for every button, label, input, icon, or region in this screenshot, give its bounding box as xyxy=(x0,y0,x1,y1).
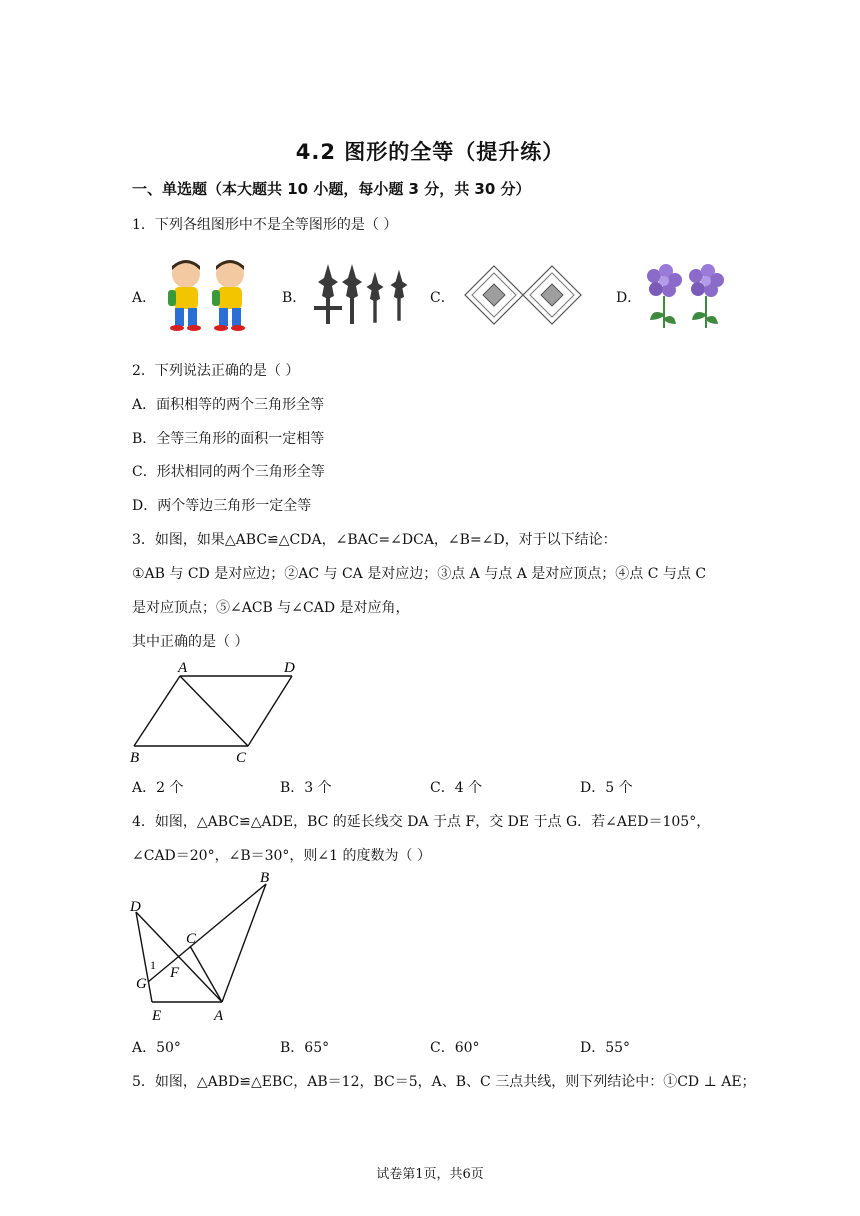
section-heading: 一、单选题（本大题共 10 小题，每小题 3 分，共 30 分） xyxy=(132,180,531,198)
q1-option-a-label: A． xyxy=(132,290,157,306)
segment-ac xyxy=(180,676,248,746)
boy-icon-1 xyxy=(168,260,201,331)
q4-option-b[interactable]: B．65° xyxy=(280,1040,330,1056)
q2-option-c[interactable]: C．形状相同的两个三角形全等 xyxy=(132,464,325,480)
q1-option-b-label: B． xyxy=(282,290,307,306)
q3-stem: 3．如图，如果△ABC≌△CDA，∠BAC=∠DCA，∠B=∠D，对于以下结论： xyxy=(132,532,617,548)
label-d: D xyxy=(284,660,295,676)
q1-option-c-image-diamonds[interactable] xyxy=(464,264,584,326)
label-a: A xyxy=(214,1008,224,1024)
q1-option-a-image-boys[interactable] xyxy=(162,254,254,334)
page-footer: 试卷第1页，共6页 xyxy=(376,1167,484,1182)
q3-line2: ①AB 与 CD 是对应边；②AC 与 CA 是对应边；③点 A 与点 A 是对应顶点；④点 C 与点 C xyxy=(132,566,707,582)
boy-icon-2 xyxy=(212,260,245,331)
label-a: A xyxy=(178,660,188,676)
label-f: F xyxy=(170,965,180,981)
label-b: B xyxy=(260,870,270,886)
spike-icon-4 xyxy=(391,270,408,321)
q4-figure-triangles xyxy=(126,866,286,1026)
label-g: G xyxy=(136,976,147,992)
q4-stem-line2: ∠CAD＝20°，∠B＝30°，则∠1 的度数为（ ） xyxy=(132,848,431,864)
segment-cd xyxy=(248,676,292,746)
label-e: E xyxy=(152,1008,162,1024)
q3-option-b[interactable]: B．3 个 xyxy=(280,780,332,796)
flower-icon-2 xyxy=(689,264,724,328)
label-c: C xyxy=(236,750,247,766)
q1-option-b-image-fence-spikes[interactable] xyxy=(308,262,412,328)
diamond-icon-1 xyxy=(465,266,523,324)
label-d: D xyxy=(130,899,141,915)
q1-option-c-label: C． xyxy=(430,290,455,306)
q3-figure-parallelogram xyxy=(126,656,316,768)
label-b: B xyxy=(130,750,140,766)
flower-icon-1 xyxy=(647,264,682,328)
page-title: 4.2 图形的全等（提升练） xyxy=(295,140,565,164)
q1-stem: 1．下列各组图形中不是全等图形的是（ ） xyxy=(132,217,398,233)
q1-option-d-image-flowers[interactable] xyxy=(642,262,726,330)
q3-option-c[interactable]: C．4 个 xyxy=(430,780,483,796)
spike-icon-2 xyxy=(342,264,362,324)
q2-option-d[interactable]: D．两个等边三角形一定全等 xyxy=(132,498,312,514)
q1-option-d-label: D． xyxy=(616,290,642,306)
q4-stem-line1: 4．如图，△ABC≌△ADE，BC 的延长线交 DA 于点 F，交 DE 于点 G．若∠AED＝105°， xyxy=(132,814,711,830)
q2-option-b[interactable]: B．全等三角形的面积一定相等 xyxy=(132,431,325,447)
q3-option-d[interactable]: D．5 个 xyxy=(580,780,633,796)
spike-icon-1 xyxy=(314,264,342,324)
q2-option-a[interactable]: A．面积相等的两个三角形全等 xyxy=(132,397,325,413)
label-c: C xyxy=(186,931,197,947)
label-angle-1: 1 xyxy=(150,958,156,972)
q5-stem: 5．如图，△ABD≌△EBC，AB＝12，BC＝5，A、B、C 三点共线，则下列结论中：①CD ⊥ AE； xyxy=(132,1074,756,1090)
diamond-icon-2 xyxy=(523,266,581,324)
segment-ab xyxy=(134,676,180,746)
q3-line3: 是对应顶点；⑤∠ACB 与∠CAD 是对应角， xyxy=(132,600,410,616)
q4-option-a[interactable]: A．50° xyxy=(132,1040,181,1056)
q4-option-d[interactable]: D．55° xyxy=(580,1040,631,1056)
q4-option-c[interactable]: C．60° xyxy=(430,1040,480,1056)
q3-line4: 其中正确的是（ ） xyxy=(132,634,249,650)
q3-option-a[interactable]: A．2 个 xyxy=(132,780,184,796)
q2-stem: 2．下列说法正确的是（ ） xyxy=(132,363,300,379)
spike-icon-3 xyxy=(367,272,384,323)
